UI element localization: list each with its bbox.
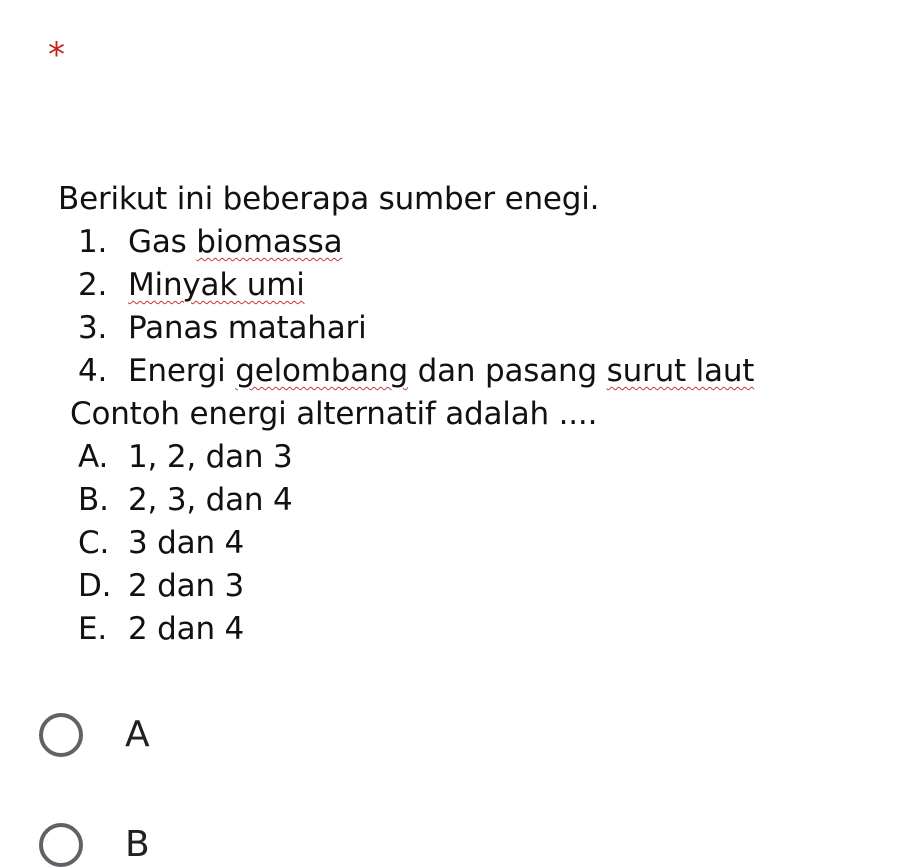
list-text: Energi gelombang dan pasang surut laut	[128, 353, 755, 389]
list-number: 4.	[78, 353, 108, 389]
radio-button-b[interactable]	[39, 823, 83, 867]
list-text: Panas matahari	[128, 310, 367, 346]
answer-choice-label: B	[125, 824, 150, 865]
option-row	[58, 608, 818, 651]
energy-source-list	[58, 221, 818, 393]
option-row	[58, 565, 818, 608]
option-letter: A.	[78, 439, 109, 475]
option-row	[58, 436, 818, 479]
option-letter: B.	[78, 482, 109, 518]
option-text: 2 dan 4	[128, 611, 245, 647]
list-text: Minyak umi	[128, 267, 305, 303]
answer-choice-label: A	[125, 714, 150, 755]
option-text: 2, 3, dan 4	[128, 482, 293, 518]
option-text: 3 dan 4	[128, 525, 245, 561]
answer-choice-b[interactable]	[39, 823, 150, 867]
required-asterisk: *	[48, 35, 65, 75]
option-text: 1, 2, dan 3	[128, 439, 293, 475]
question-intro: Berikut ini beberapa sumber enegi.	[58, 181, 600, 217]
list-number: 3.	[78, 310, 108, 346]
answer-choice-a[interactable]	[39, 713, 150, 757]
option-letter: C.	[78, 525, 110, 561]
question-image	[58, 178, 818, 651]
list-number: 2.	[78, 267, 108, 303]
list-item	[58, 307, 818, 350]
list-item	[58, 264, 818, 307]
list-item	[58, 350, 818, 393]
option-letter: D.	[78, 568, 112, 604]
question-prompt: Contoh energi alternatif adalah ....	[70, 396, 598, 432]
option-row	[58, 479, 818, 522]
option-letter: E.	[78, 611, 108, 647]
printed-options-list	[58, 436, 818, 651]
option-text: 2 dan 3	[128, 568, 245, 604]
list-text: Gas biomassa	[128, 224, 343, 260]
list-number: 1.	[78, 224, 108, 260]
option-row	[58, 522, 818, 565]
list-item	[58, 221, 818, 264]
radio-button-a[interactable]	[39, 713, 83, 757]
